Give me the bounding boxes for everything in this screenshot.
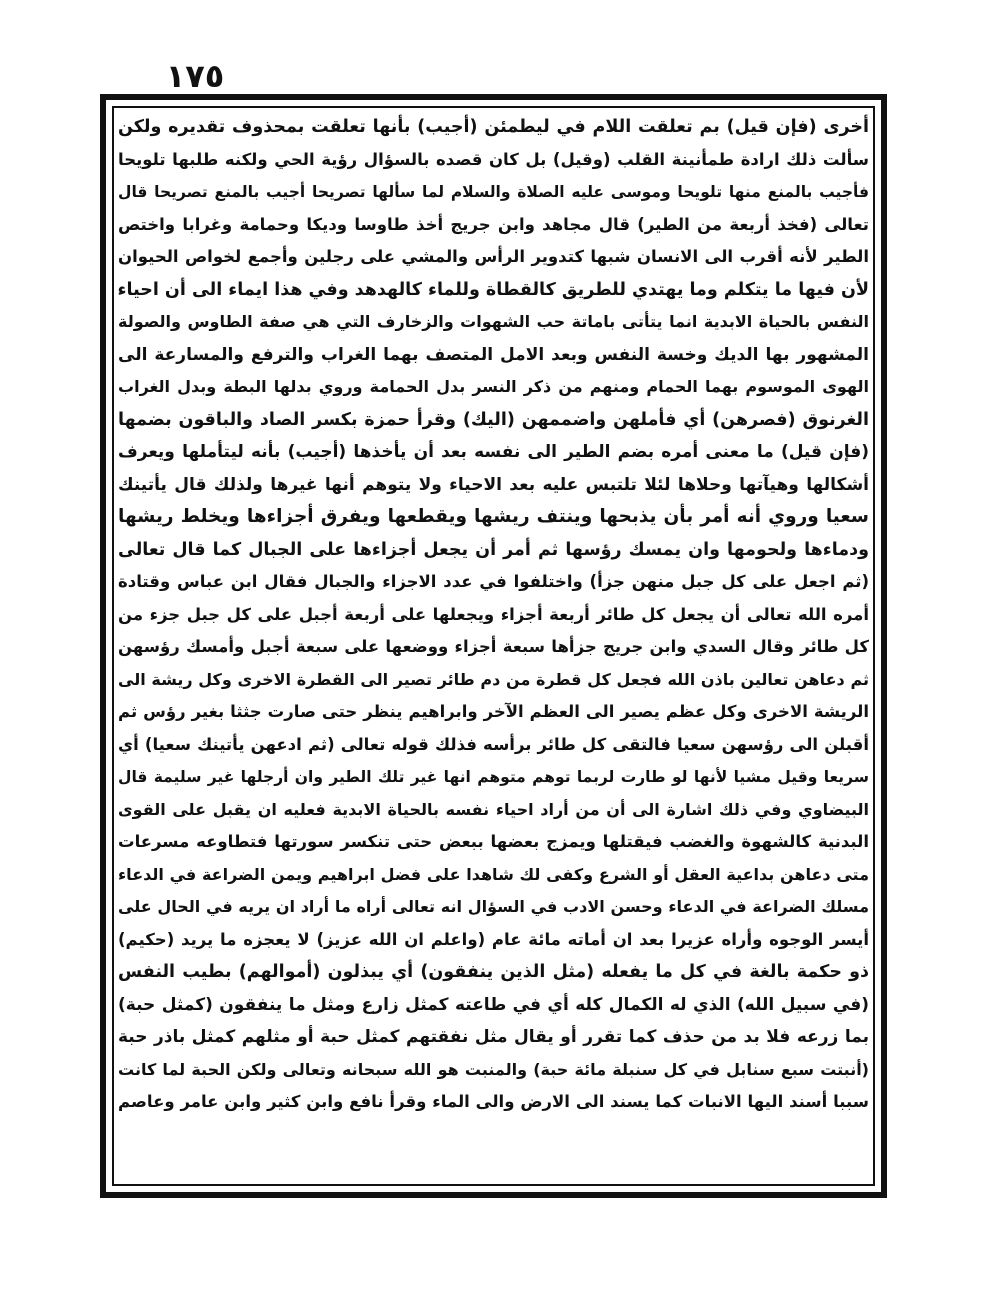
text-line: متى دعاهن بداعية العقل أو الشرع وكفى لك شاهدا على فضل ابراهيم ويمن الضراعة في الدعاء <box>118 864 869 884</box>
text-line: تعالى (فخذ أربعة من الطير) قال مجاهد وابن جريج أخذ طاوسا وديكا وحمامة وغرابا واختص <box>118 214 869 234</box>
text-line: النفس بالحياة الابدية انما يتأتى باماتة حب الشهوات والزخارف التي هي صفة الطاوس والصولة <box>118 312 869 331</box>
text-line: لأن فيها ما يتكلم وما يهتدي للطريق كالقطاة وللماء كالهدهد وفي هذا ايماء الى أن احياء <box>118 279 869 300</box>
text-line: البدنية كالشهوة والغضب فيقتلها ويمزج بعضها ببعض حتى تنكسر سورتها فتطاوعه مسرعات <box>118 832 869 851</box>
text-line: الغرنوق (فصرهن) أي فأملهن واضممهن (اليك) وقرأ حمزة بكسر الصاد والباقون بضمها <box>118 409 869 430</box>
text-line: الطير لأنه أقرب الى الانسان شبها كتدوير الرأس والمشي على رجلين وأجمع لخواص الحيوان <box>118 247 869 266</box>
page-number: ١٧٥ <box>165 57 225 95</box>
text-line: سريعا وقيل مشيا لأنها لو طارت لربما توهم متوهم انها غير تلك الطير وان أرجلها غير سليمة قال <box>118 768 869 786</box>
text-line: (في سبيل الله) الذي له الكمال كله أي في طاعته كمثل زارع ومثل ما ينفقون (كمثل حبة) <box>118 994 869 1015</box>
text-line: (فإن قيل) ما معنى أمره بضم الطير الى نفسه بعد أن يأخذها (أجيب) بأنه ليتأملها ويعرف <box>118 442 869 462</box>
text-line: أقبلن الى رؤسهن سعيا فالتقى كل طائر برأسه فذلك قوله تعالى (ثم ادعهن يأتينك سعيا) أي <box>118 734 869 754</box>
text-line: أيسر الوجوه وأراه عزيرا بعد ان أماته مائة عام (واعلم ان الله عزيز) لا يعجزه ما يريد (حكيم) <box>118 929 869 949</box>
text-line: أمره الله تعالى أن يجعل كل طائر أربعة أجزاء ويجعلها على أربعة أجبل على كل جبل جزء من <box>118 604 869 624</box>
text-line: ثم دعاهن تعالين باذن الله فجعل كل قطرة من دم طائر تصير الى القطرة الاخرى وكل ريشة الى <box>118 669 869 689</box>
page-text-block <box>118 111 869 1183</box>
text-line: سعيا وروي أنه أمر بأن يذبحها وينتف ريشها ويقطعها ويفرق أجزاءها ويخلط ريشها <box>118 506 869 527</box>
text-line: مسلك الضراعة في الدعاء وحسن الادب في السؤال انه تعالى أراه ما أراد ان يريه في الحال على <box>118 897 869 916</box>
text-line: أشكالها وهيآتها وحلاها لئلا تلتبس عليه بعد الاحياء ولا يتوهم أنها غيرها ولذلك قال يأتينك <box>118 474 869 495</box>
text-line: كل طائر وقال السدي وابن جريج جزأها سبعة أجزاء ووضعها على سبعة أجبل وأمسك رؤسهن <box>118 637 869 656</box>
text-line: البيضاوي وفي ذلك اشارة الى أن من أراد احياء نفسه بالحياة الابدية فعليه ان يقبل على القوى <box>118 799 869 819</box>
text-line: الريشة الاخرى وكل عظم يصير الى العظم الآخر وابراهيم ينظر حتى صارت جثثا بغير رؤس ثم <box>118 702 869 721</box>
text-line: الهوى الموسوم بهما الحمام ومنهم من ذكر النسر بدل الحمامة وروي بدلها البطة وبدل الغراب <box>118 377 869 396</box>
text-line: (أنبتت سبع سنابل في كل سنبلة مائة حبة) والمنبت هو الله سبحانه وتعالى ولكن الحبة لما كانت <box>118 1059 869 1079</box>
text-line: فأجيب بالمنع منها تلويحا وموسى عليه الصلاة والسلام لما سألها تصريحا أجيب بالمنع تصريحا قال <box>118 183 869 201</box>
text-line: بما زرعه فلا بد من حذف كما تقرر أو يقال مثل نفقتهم كمثل حبة أو مثلهم كمثل باذر حبة <box>118 1027 869 1047</box>
text-line: سببا أسند اليها الانبات كما يسند الى الارض والى الماء وقرأ نافع وابن كثير وابن عامر وعاصم <box>118 1092 869 1111</box>
text-line: (ثم اجعل على كل جبل منهن جزأ) واختلفوا في عدد الاجزاء والجبال فقال ابن عباس وقتادة <box>118 572 869 591</box>
text-line: المشهور بها الديك وخسة النفس وبعد الامل المتصف بهما الغراب والترفع والمسارعة الى <box>118 344 869 365</box>
text-line: ذو حكمة بالغة في كل ما يفعله (مثل الذين ينفقون) أي يبذلون (أموالهم) بطيب النفس <box>118 962 869 982</box>
text-line: ودماءها ولحومها وان يمسك رؤسها ثم أمر أن يجعل أجزاءها على الجبال كما قال تعالى <box>118 539 869 560</box>
text-line: أخرى (فإن قيل) بم تعلقت اللام في ليطمئن (أجيب) بأنها تعلقت بمحذوف تقديره ولكن <box>118 117 869 137</box>
text-line: سألت ذلك ارادة طمأنينة القلب (وقيل) بل كان قصده بالسؤال رؤية الحي ولكنه طلبها تلويحا <box>118 149 869 169</box>
